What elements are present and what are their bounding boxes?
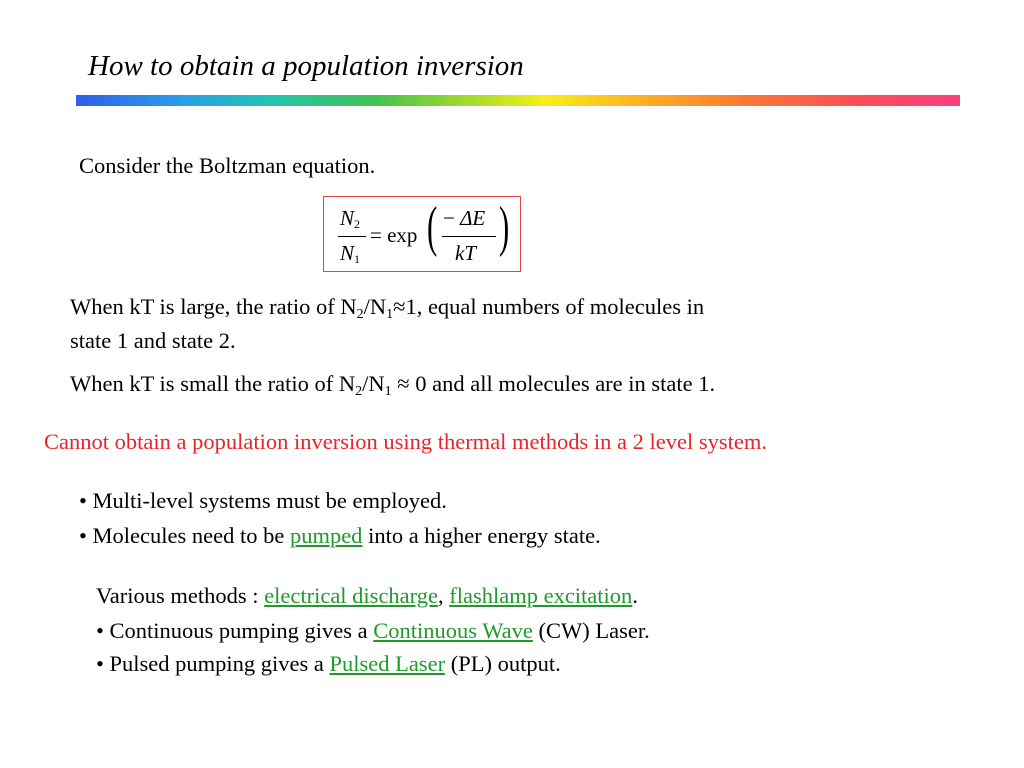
eq-inner-fraction-line — [442, 236, 496, 237]
boltzmann-equation — [323, 196, 521, 272]
intro-text: Consider the Boltzman equation. — [79, 153, 376, 178]
electrical-discharge-link[interactable]: electrical discharge — [264, 583, 438, 608]
bullet-pulsed: • Pulsed pumping gives a Pulsed Laser (PL) output. — [96, 651, 561, 676]
bullet-multilevel: • Multi-level systems must be employed. — [79, 488, 447, 513]
flashlamp-excitation-link[interactable]: flashlamp excitation — [449, 583, 633, 608]
eq-equals-exp: = exp — [370, 223, 418, 247]
eq-numerator: N2 — [340, 206, 361, 231]
slide-title: How to obtain a population inversion — [88, 50, 524, 82]
eq-denominator: N1 — [340, 241, 361, 266]
eq-fraction-line — [338, 236, 366, 237]
large-kt-text: When kT is large, the ratio of $N_2/N_1\approx 1$, equal numbers of molecules in — [70, 294, 705, 322]
continuous-wave-link[interactable]: Continuous Wave — [373, 618, 533, 643]
eq-inner-numerator: − ΔE — [443, 206, 486, 230]
small-kt-text: When kT is small the ratio of $N_2/N_1 \approx 0$ and all molecules are in state 1. — [70, 371, 716, 399]
various-methods: Various methods : electrical discharge, flashlamp excitation. — [96, 583, 638, 608]
thermal-warning: Cannot obtain a population inversion using thermal methods in a 2 level system. — [44, 429, 768, 454]
large-kt-text-line2: state 1 and state 2. — [70, 328, 236, 353]
pulsed-laser-link[interactable]: Pulsed Laser — [329, 651, 446, 676]
eq-inner-denominator: kT — [455, 241, 476, 265]
eq-paren-left: ( — [427, 196, 438, 258]
pumped-link[interactable]: pumped — [289, 523, 363, 548]
eq-paren-right: ) — [499, 196, 510, 258]
bullet-pumped: • Molecules need to be pumped into a higher energy state. — [79, 523, 601, 548]
bullet-continuous: • Continuous pumping gives a Continuous Wave (CW) Laser. — [96, 618, 650, 643]
title-rainbow-bar — [76, 95, 960, 106]
